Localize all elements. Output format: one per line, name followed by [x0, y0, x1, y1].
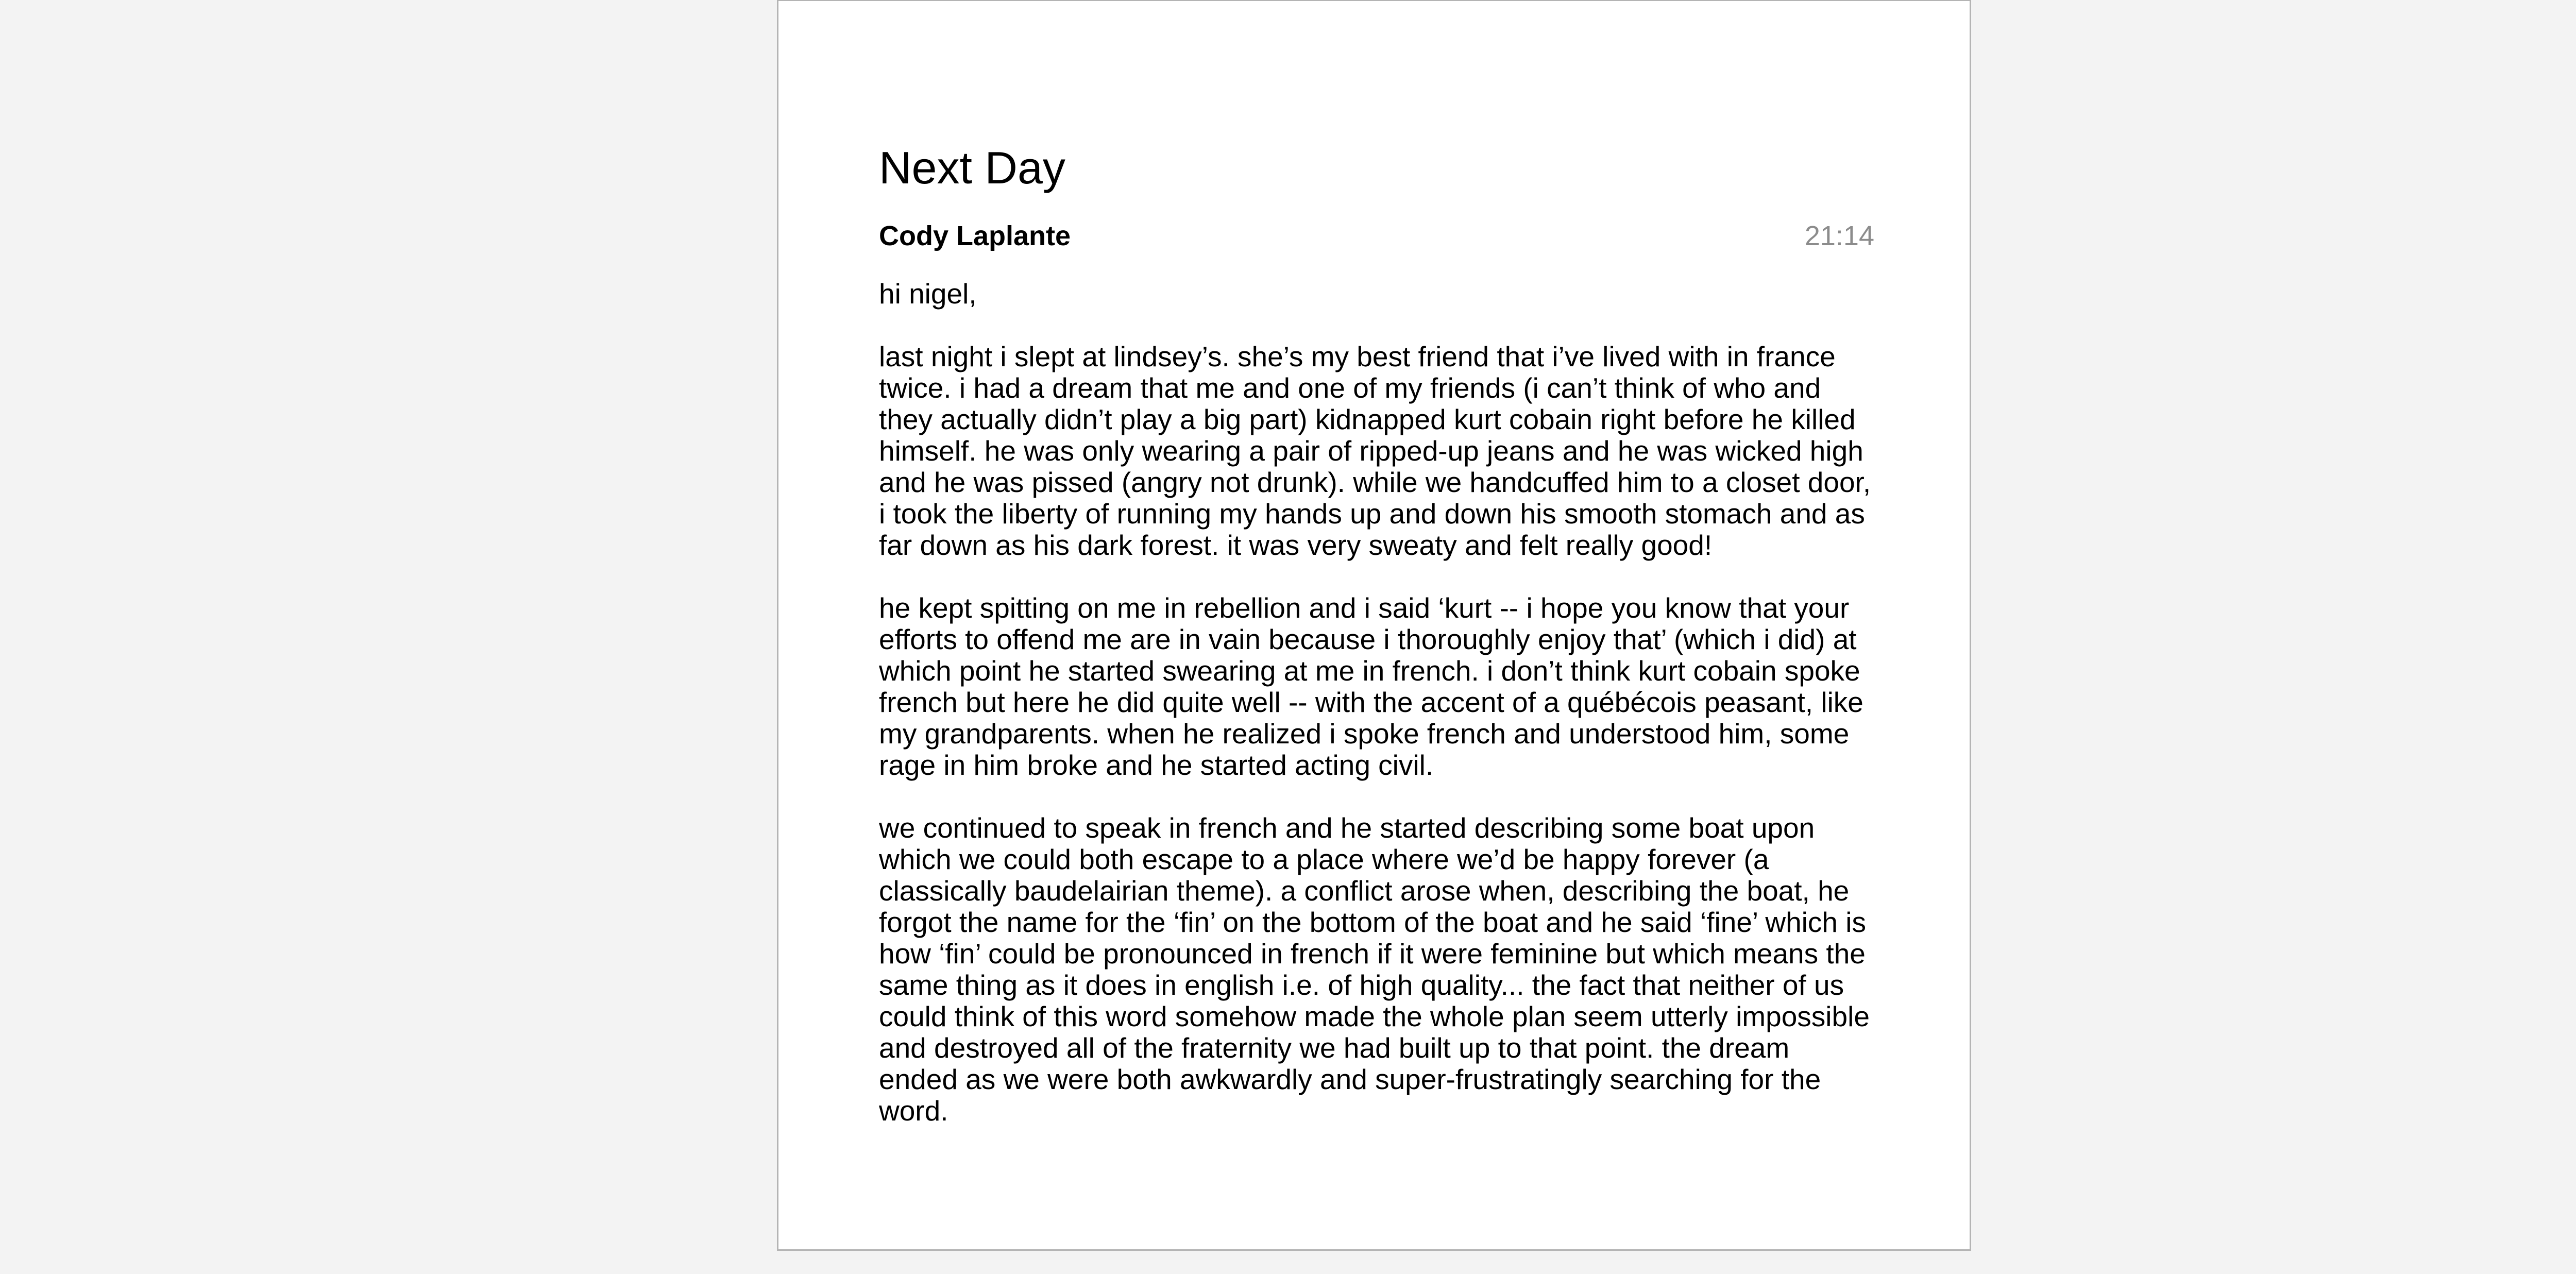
- timestamp: 21:14: [1804, 220, 1874, 251]
- document-page: [777, 0, 1971, 1251]
- document-content: [879, 139, 1874, 1127]
- message-body: [879, 278, 1874, 1127]
- paragraph: we continued to speak in french and he started describing some boat upon which we could both escape to a place where we’d be happy forever (a classically baudelairian theme). a conflict arose when, describing the boat, he forgot the name for the ‘fin’ on the bottom of the boat and he said ‘fine’ which is how ‘fin’ could be pronounced in french if it were feminine but which means the same thing as it does in english i.e. of high quality... the fact that neither of us could think of this word somehow made the whole plan seem utterly impossible and destroyed all of the fraternity we had built up to that point. the dream ended as we were both awkwardly and super-frustratingly searching for the word.: [879, 812, 1870, 1127]
- paragraph: last night i slept at lindsey’s. she’s my best friend that i’ve lived with in france twice. i had a dream that me and one of my friends (i can’t think of who and they actually didn’t play a big part) kidnapped kurt cobain right before he killed himself. he was only wearing a pair of ripped-up jeans and he was wicked high and he was pissed (angry not drunk). while we handcuffed him to a closet door, i took the liberty of running my hands up and down his smooth stomach and as far down as his dark forest. it was very sweaty and felt really good!: [879, 341, 1871, 561]
- document-title: Next Day: [879, 142, 1065, 193]
- author-name: Cody Laplante: [879, 220, 1071, 251]
- message-header: [879, 218, 1874, 253]
- paragraph-greeting: hi nigel,: [879, 278, 977, 310]
- paragraph: he kept spitting on me in rebellion and i said ‘kurt -- i hope you know that your efforts to offend me are in vain because i thoroughly enjoy that’ (which i did) at which point he started swearing at me in french. i don’t think kurt cobain spoke french but here he did quite well -- with the accent of a québécois peasant, like my grandparents. when he realized i spoke french and understood him, some rage in him broke and he started acting civil.: [879, 592, 1863, 781]
